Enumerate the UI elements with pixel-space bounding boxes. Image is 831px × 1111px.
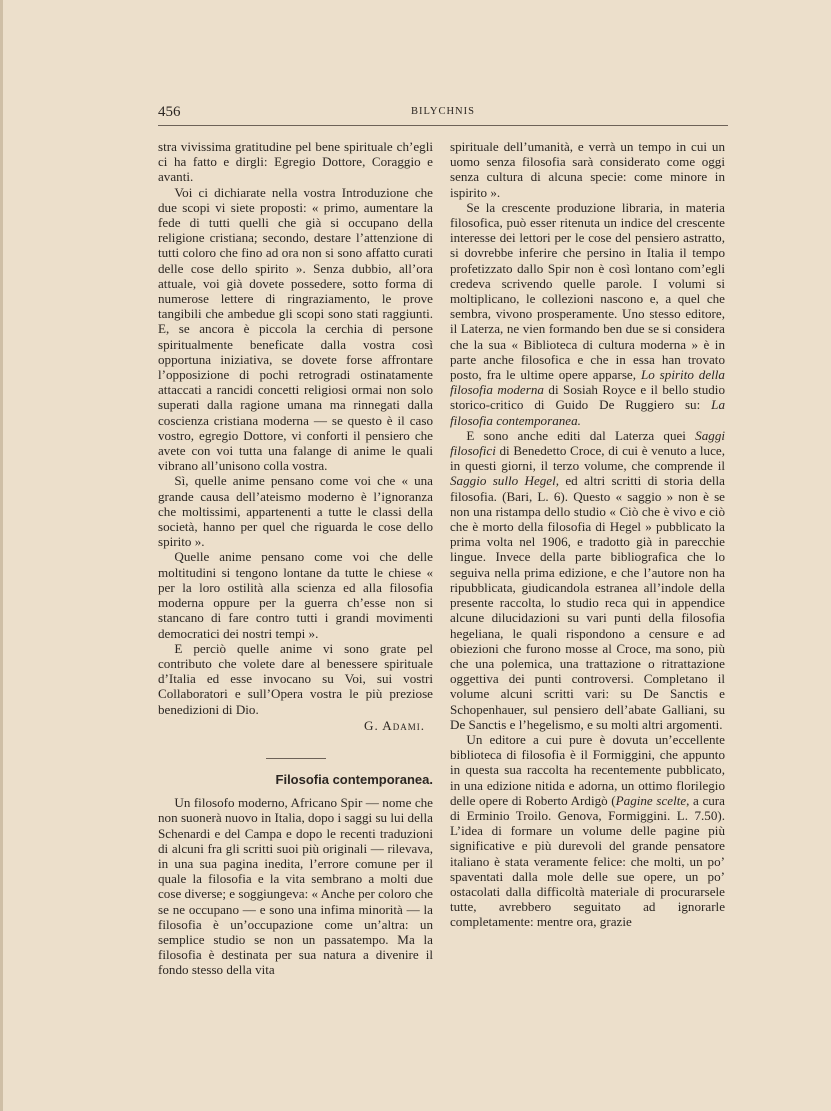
- book-title: Pagine scelte: [615, 792, 687, 808]
- paragraph: stra vivissima gratitudine pel bene spirituale ch’egli ci ha fatto e dirgli: Egregio Dottore, Coraggio e avanti.: [158, 139, 433, 185]
- paragraph: Sì, quelle anime pensano come voi che « una grande causa dell’ateismo moderno è l’ignoranza che moltissimi, appartenenti a tutte le classi della società, hanno per quel che riguarda le cose dello spirito ».: [158, 473, 433, 550]
- header-rule: [158, 125, 728, 126]
- text-run: , a cura di Erminio Troilo. Genova, Formiggini. L. 7.50). L’idea di formare un volume delle pagine più significative e più durevoli del grande pensatore italiano è stata veramente felice: che molti, un po’ spaventati dalla mole delle sue opere, un po’ ostacolati dalla difficoltà materiale di procurarsele tutte, avrebbero seguitato ad ignorarle completamente: mentre ora, grazie: [450, 792, 725, 930]
- page-number: 456: [158, 104, 181, 120]
- text-run: Se la crescente produzione libraria, in materia filosofica, può esser ritenuta un indice del crescente interesse dei lettori per le cose del pensiero astratto, si dovrebbe inferire che persino in Italia il tempo profetizzato dallo Spir non è così lontano com’egli credeva scrivendo quelle parole. I volumi si moltiplicano, le collezioni nascono e, a quel che sembra, vivono prosperamente. Uno stesso editore, il Laterza, ne vien formando ben due se si considera che la sua « Biblioteca di cultura moderna » è in parte anche filosofica e che in essa han trovato posto, fra le ultime opere apparse,: [450, 199, 725, 383]
- text-run: Un editore a cui pure è dovuta un’eccellente biblioteca di filosofia è il Formiggini, che appunto in questa sua raccolta ha recentemente pubblicato, in una edizione nitida e adorna, un ottimo florilegio delle opere di Roberto Ardigò (: [450, 731, 725, 808]
- paragraph: spirituale dell’umanità, e verrà un tempo in cui un uomo senza filosofia sarà considerato come oggi senza cultura di alcuna specie: come minore in ispirito ».: [450, 139, 725, 200]
- book-title: Saggi filosofici: [450, 427, 725, 459]
- text-run: E sono anche editi dal Laterza quei: [466, 427, 686, 443]
- paragraph: [450, 428, 725, 732]
- text-run: ed altri scritti di storia della filosofia. (Bari, L. 6). Questo « saggio » non è se non una ristampa dello studio « Ciò che è vivo e ciò che è morto della filosofia di Hegel » pubblicato la prima volta nel 1906, e tradotto già in parecchie lingue. Invece della parte bibliografica che lo seguiva nella prima edizione, e che l’autore non ha ripubblicata, giudicandola estranea all’indole della presente raccolta, lo studio reca qui in appendice alcune dilucidazioni su vari punti della filosofia hegeliana, le quali rispondono a censure e ad obiezioni che furono mosse al Croce, ma sono, più che una polemica, una trattazione o ritrattazione oggettiva dei punti controversi. Completano il volume alcuni scritti vari: su De Sanctis e Schopenhauer, sul pensiero dell’abate Galliani, su De Sanctis e l’hegelismo, e su molti altri argomenti.: [450, 473, 725, 732]
- paragraph: [450, 732, 725, 930]
- book-title: La filosofia contemporanea.: [450, 397, 725, 428]
- running-title: BILYCHNIS: [411, 106, 475, 117]
- book-title: Lo spirito della filosofia moderna: [450, 367, 725, 398]
- left-column: [158, 139, 433, 978]
- text-run: di Sosiah Royce e il bello studio storico-critico di Guido De Ruggiero su:: [450, 382, 725, 413]
- paragraph: Voi ci dichiarate nella vostra Introduzione che due scopi vi siete proposti: « primo, aumentare la fede di tutti quelli che già si occupano della religione cristiana; secondo, destare l’attenzione di tutti coloro che fino ad ora non si sono affatto curati delle cose dello spirito ». Senza dubbio, all’ora attuale, voi già dovete possedere, sotto forma di numerose lettere di ringraziamento, le prove tangibili che ambedue gli scopi sono stati raggiunti. E, se ancora è piccola la cerchia di persone spiritualmente beneficate dalla vostra così opportuna iniziativa, se dovete forse affrontare l’opposizione di pochi retrogradi ostinatamente attaccati a rancidi concetti religiosi ormai non solo superati dalla ragione umana ma rinnegati dalla coscienza cristiana moderna — se questo è il caso vostro, egregio Dottore, vi conforti il pensiero che avete con voi tutta una falange di anime le quali vibrano all’unisono colla vostra.: [158, 184, 433, 474]
- section-heading: Filosofia contemporanea.: [275, 771, 433, 787]
- right-column: [450, 139, 725, 930]
- paragraph: Quelle anime pensano come voi che delle moltitudini si tengono lontane da tutte le chiese « per la loro ostilità alla scienza ed alla filosofia moderna oppure per la guerra ch’esse non si stancano di fare contro tutti i grandi movimenti democratici dei nostri tempi ».: [158, 549, 433, 641]
- paragraph: [450, 200, 725, 428]
- text-run: di Benedetto Croce, di cui è venuto a luce, in questi giorni, il terzo volume, che comprende il: [450, 443, 725, 474]
- page-header: [158, 104, 728, 126]
- author-signature: G. Adami.: [363, 717, 425, 733]
- section-separator: [266, 758, 326, 759]
- book-title: Saggio sullo Hegel,: [450, 473, 560, 489]
- paragraph: E perciò quelle anime vi sono grate pel contributo che volete dare al benessere spirituale d’Italia ed esse invocano su Voi, sui vostri Collaboratori e sull’Opera vostra le più preziose benedizioni di Dio.: [158, 640, 433, 717]
- paragraph: Un filosofo moderno, Africano Spir — nome che non suonerà nuovo in Italia, dopo i saggi su lui della Schenardi e del Campa e dopo le recenti traduzioni di alcuni fra gli scritti suoi più originali — rilevava, in una sua pagina inedita, l’errore comune per il quale la filosofia e la vita sembrano a molti due cose diverse; e soggiungeva: « Anche per coloro che se ne occupano — e sono una infima minorità — la filosofia è un’occupazione come un’altra: un semplice studio se non un passatempo. Ma la filosofia è destinata per sua natura a divenire il fondo stesso della vita: [158, 795, 433, 978]
